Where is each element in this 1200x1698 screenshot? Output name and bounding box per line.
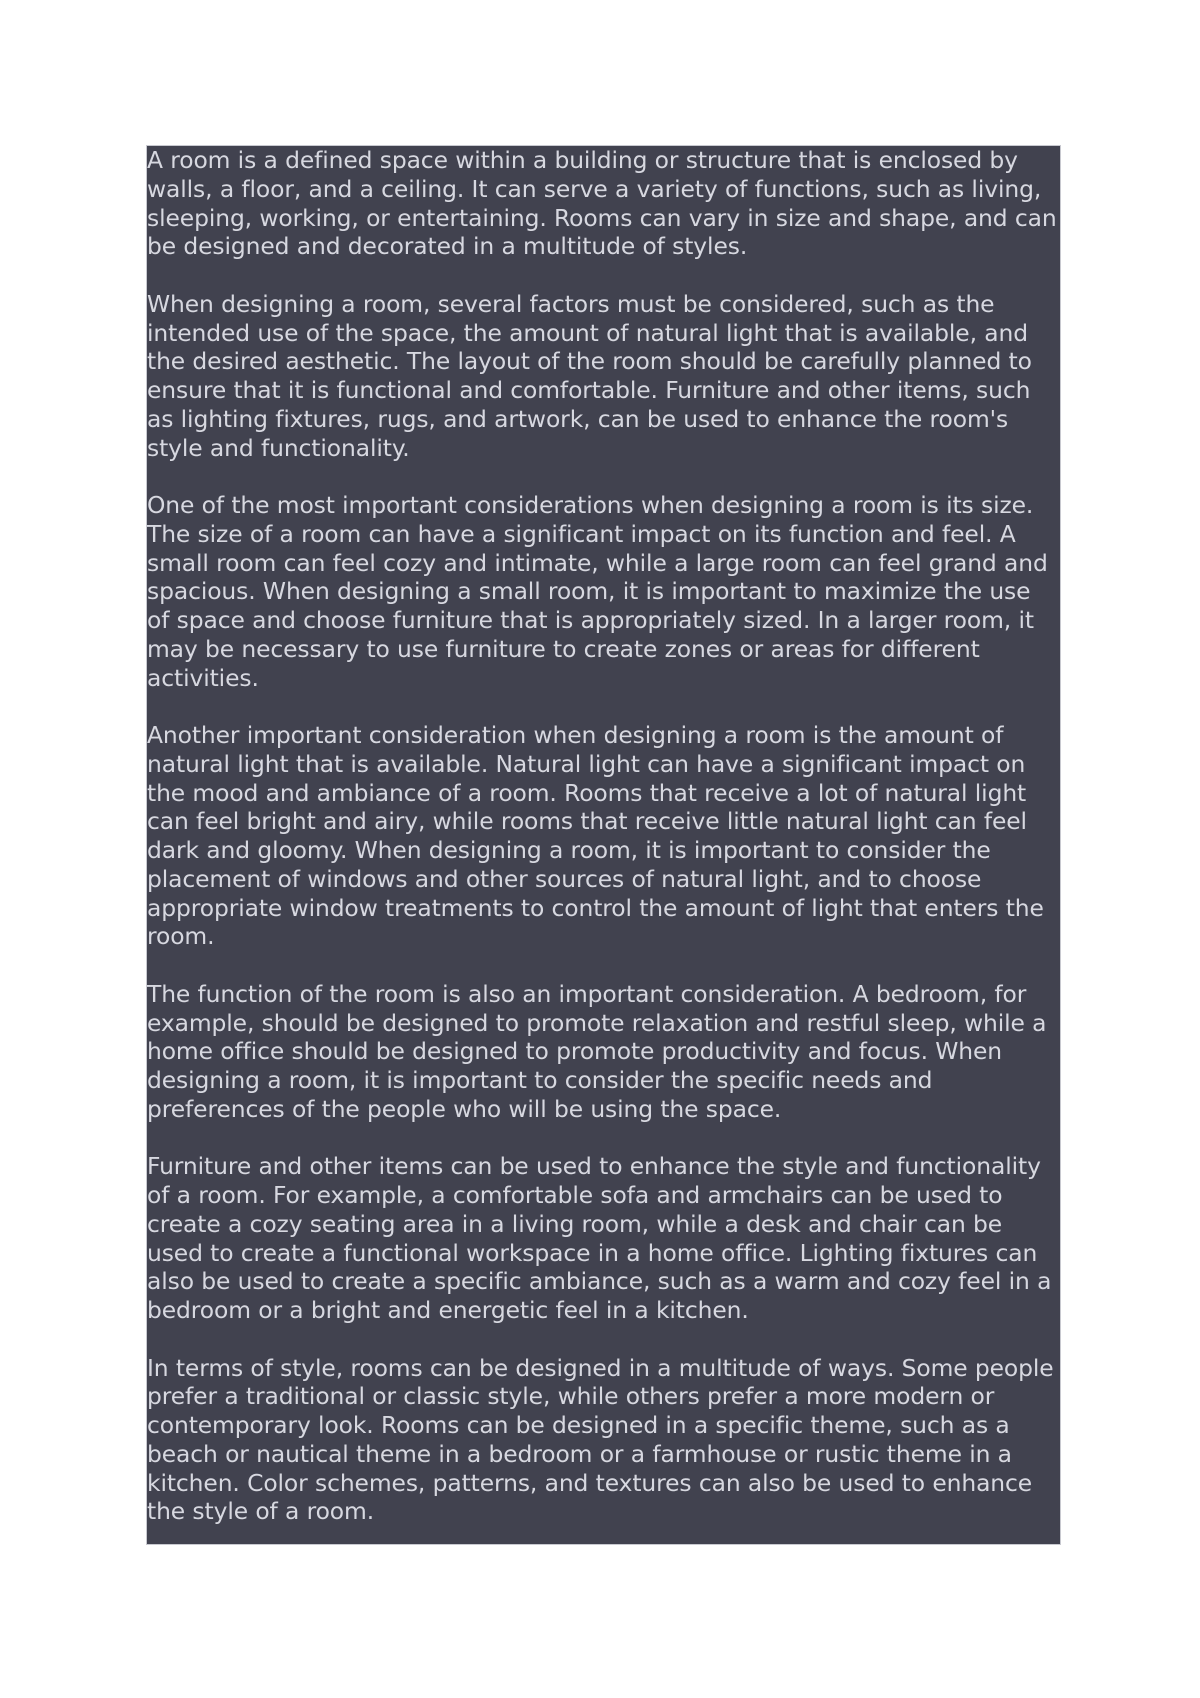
paragraph-7: In terms of style, rooms can be designed in a multitude of ways. Some people prefer a traditional or classic style, while others prefer a more modern or contemporary look. Rooms can be designed in a specific theme, such as a beach or nautical theme in a bedroom or a farmhouse or rustic theme in a kitchen. Color schemes, patterns, and textures can also be used to enhance the style of a room.	[147, 1353, 1054, 1526]
text-block	[146, 145, 1061, 1545]
paragraph-2: When designing a room, several factors must be considered, such as the intended use of the space, the amount of natural light that is available, and the desired aesthetic. The layout of the room should be carefully planned to ensure that it is functional and comfortable. Furniture and other items, such as lighting fixtures, rugs, and artwork, can be used to enhance the room's style and functionality.	[147, 289, 1032, 462]
paragraph-3: One of the most important considerations when designing a room is its size. The size of a room can have a significant impact on its function and feel. A small room can feel cozy and intimate, while a large room can feel grand and spacious. When designing a small room, it is important to maximize the use of space and choose furniture that is appropriately sized. In a larger room, it may be necessary to use furniture to create zones or areas for different activities.	[147, 491, 1048, 692]
paragraph-5: The function of the room is also an important consideration. A bedroom, for example, should be designed to promote relaxation and restful sleep, while a home office should be designed to promote productivity and focus. When designing a room, it is important to consider the specific needs and preferences of the people who will be using the space.	[147, 979, 1047, 1123]
paragraph-4: Another important consideration when designing a room is the amount of natural light that is available. Natural light can have a significant impact on the mood and ambiance of a room. Rooms that receive a lot of natural light can feel bright and airy, while rooms that receive little natural light can feel dark and gloomy. When designing a room, it is important to consider the placement of windows and other sources of natural light, and to choose appropriate window treatments to control the amount of light that enters the room.	[147, 721, 1044, 951]
paragraph-1: A room is a defined space within a building or structure that is enclosed by walls, a floor, and a ceiling. It can serve a variety of functions, such as living, sleeping, working, or entertaining. Rooms can vary in size and shape, and can be designed and decorated in a multitude of styles.	[147, 146, 1057, 261]
paragraph-6: Furniture and other items can be used to enhance the style and functionality of a room. For example, a comfortable sofa and armchairs can be used to create a cozy seating area in a living room, while a desk and chair can be used to create a functional workspace in a home office. Lighting fixtures can also be used to create a specific ambiance, such as a warm and cozy feel in a bedroom or a bright and energetic feel in a kitchen.	[147, 1152, 1052, 1324]
